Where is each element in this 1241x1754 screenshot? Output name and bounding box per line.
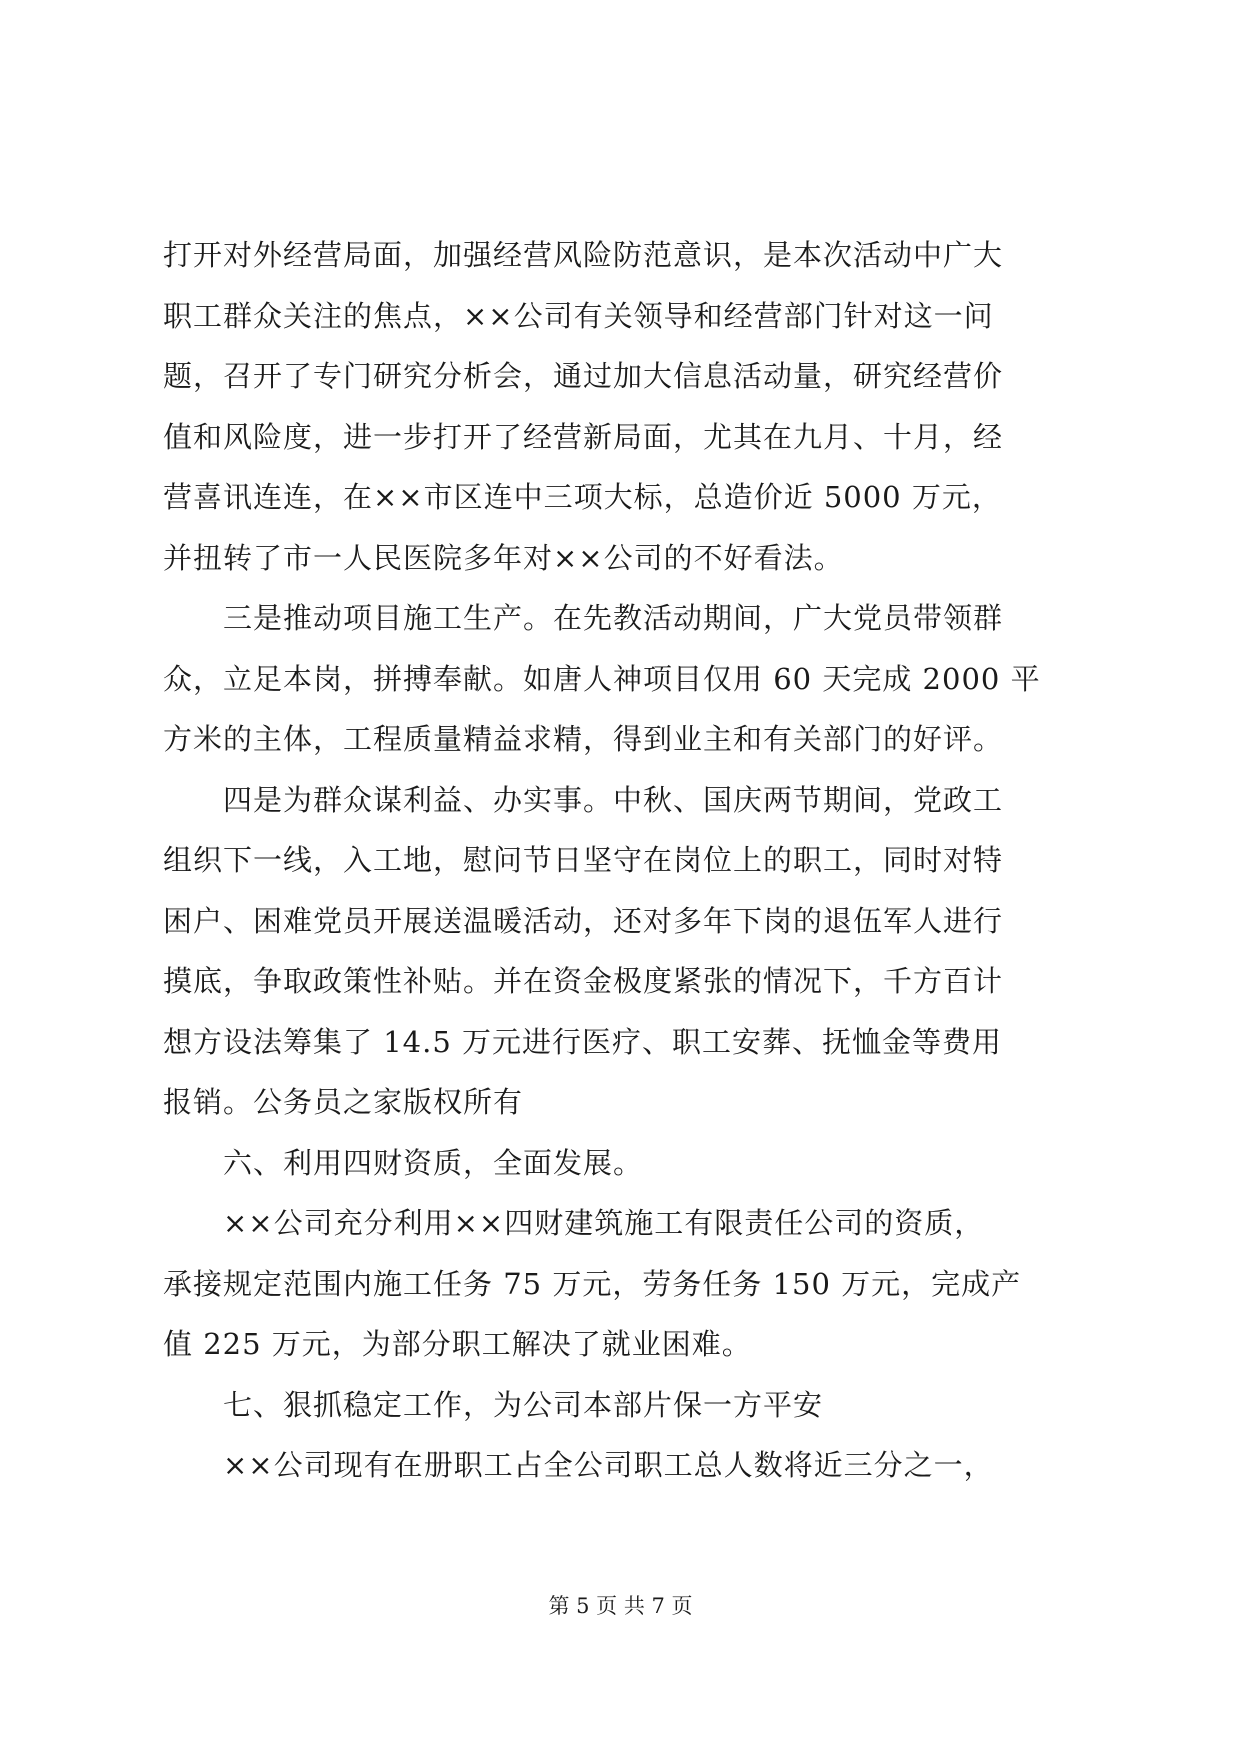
section-heading: 六、利用四财资质，全面发展。: [163, 1145, 644, 1180]
text-line: 承接规定范围内施工任务 75 万元，劳务任务 150 万元，完成产: [163, 1266, 1022, 1301]
text-line: 值和风险度，进一步打开了经营新局面，尤其在九月、十月，经: [163, 419, 1004, 454]
text-line: 报销。公务员之家版权所有: [163, 1085, 524, 1119]
text-line: 值 225 万元，为部分职工解决了就业困难。: [163, 1327, 752, 1361]
text-line: 营喜讯连连，在××市区连中三项大标，总造价近 5000 万元，: [163, 480, 1002, 514]
text-line: 方米的主体，工程质量精益求精，得到业主和有关部门的好评。: [163, 722, 1004, 756]
text-line: ××公司现有在册职工占全公司职工总人数将近三分之一，: [163, 1448, 994, 1482]
text-line: 困户、困难党员开展送温暖活动，还对多年下岗的退伍军人进行: [163, 903, 1004, 938]
text-line: 组织下一线，入工地，慰问节日坚守在岗位上的职工，同时对特: [163, 843, 1004, 877]
text-line: 想方设法筹集了 14.5 万元进行医疗、职工安葬、抚恤金等费用: [163, 1024, 1003, 1059]
page-number-footer: 第 5 页 共 7 页: [548, 1594, 693, 1618]
text-line: 众，立足本岗，拼搏奉献。如唐人神项目仅用 60 天完成 2000 平: [163, 661, 1041, 696]
text-line: 打开对外经营局面，加强经营风险防范意识，是本次活动中广大: [163, 238, 1004, 272]
text-line: 四是为群众谋利益、办实事。中秋、国庆两节期间，党政工: [163, 782, 1004, 817]
text-line: 摸底，争取政策性补贴。并在资金极度紧张的情况下，千方百计: [163, 964, 1004, 998]
text-line: 题，召开了专门研究分析会，通过加大信息活动量，研究经营价: [163, 359, 1004, 393]
text-line: ××公司充分利用××四财建筑施工有限责任公司的资质，: [163, 1206, 985, 1240]
text-line: 并扭转了市一人民医院多年对××公司的不好看法。: [163, 540, 844, 575]
section-heading: 七、狠抓稳定工作，为公司本部片保一方平安: [163, 1387, 824, 1422]
text-line: 职工群众关注的焦点，××公司有关领导和经营部门针对这一问: [163, 298, 994, 333]
document-body: [163, 225, 1103, 1496]
text-line: 三是推动项目施工生产。在先教活动期间，广大党员带领群: [163, 601, 1004, 635]
